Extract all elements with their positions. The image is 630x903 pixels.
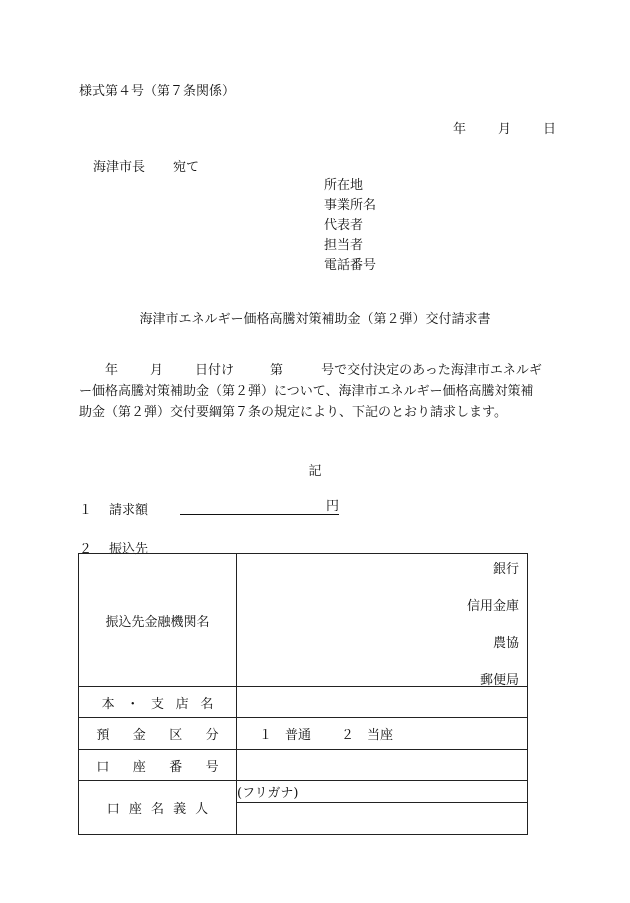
account-holder-label: 口座名義人: [79, 781, 237, 835]
body-year: 年: [105, 363, 119, 378]
field-phone: 電話番号: [324, 258, 377, 273]
body-text: 号で交付決定のあった海津市エネルギー価格高騰対策補助金（第２弾）について、海津市エネルギー価格高騰対策補助金（第２弾）交付要綱第７条の規定により、下記のとおり請求します。: [79, 363, 542, 420]
branch-cell[interactable]: [237, 687, 528, 718]
inst-bank: 銀行: [492, 562, 519, 577]
field-address: 所在地: [324, 178, 364, 193]
document-title: 海津市エネルギー価格高騰対策補助金（第２弾）交付請求書: [139, 312, 491, 327]
field-contact-person: 担当者: [324, 238, 364, 253]
item-claim-amount: [79, 499, 148, 518]
body-paragraph: [79, 360, 545, 423]
addressee: [93, 156, 199, 175]
form-number: 様式第４号（第７条関係）: [79, 84, 236, 99]
deposit-option-ordinary[interactable]: １ 普通: [259, 728, 312, 743]
amount-field[interactable]: [180, 499, 339, 515]
field-business-name: 事業所名: [324, 198, 377, 213]
item1-number: １: [79, 503, 93, 518]
inst-credit-union: 信用金庫: [466, 599, 519, 614]
institution-cell[interactable]: [237, 554, 528, 687]
applicant-fields: [324, 176, 376, 276]
item2-number: ２: [79, 542, 93, 557]
account-number-label: 口座番号: [79, 750, 237, 781]
body-dai: 第: [270, 363, 284, 378]
account-holder-cell[interactable]: [237, 803, 528, 835]
deposit-option-current[interactable]: ２ 当座: [341, 728, 394, 743]
date-day: 日: [543, 122, 557, 137]
branch-label: 本・支店名: [79, 687, 237, 718]
deposit-type-label: 預金区分: [79, 718, 237, 750]
amount-unit: 円: [325, 499, 339, 514]
ki-heading: 記: [308, 464, 322, 479]
body-month: 月: [150, 363, 164, 378]
bank-table: [78, 553, 528, 835]
inst-post-office: 郵便局: [479, 673, 519, 688]
account-number-cell[interactable]: [237, 750, 528, 781]
addressee-name: 海津市長: [93, 160, 146, 175]
item2-label: 振込先: [109, 542, 149, 557]
institution-label: 振込先金融機関名: [79, 554, 237, 687]
body-day-dated: 日付け: [195, 363, 235, 378]
date-line: [453, 118, 556, 137]
addressee-suffix: 宛て: [173, 160, 200, 175]
date-month: 月: [498, 122, 512, 137]
field-representative: 代表者: [324, 218, 364, 233]
furigana-cell[interactable]: (フリガナ): [237, 781, 528, 803]
inst-agri-coop: 農協: [492, 636, 519, 651]
deposit-type-cell[interactable]: [237, 718, 528, 750]
date-year: 年: [453, 122, 467, 137]
item1-label: 請求額: [109, 503, 149, 518]
